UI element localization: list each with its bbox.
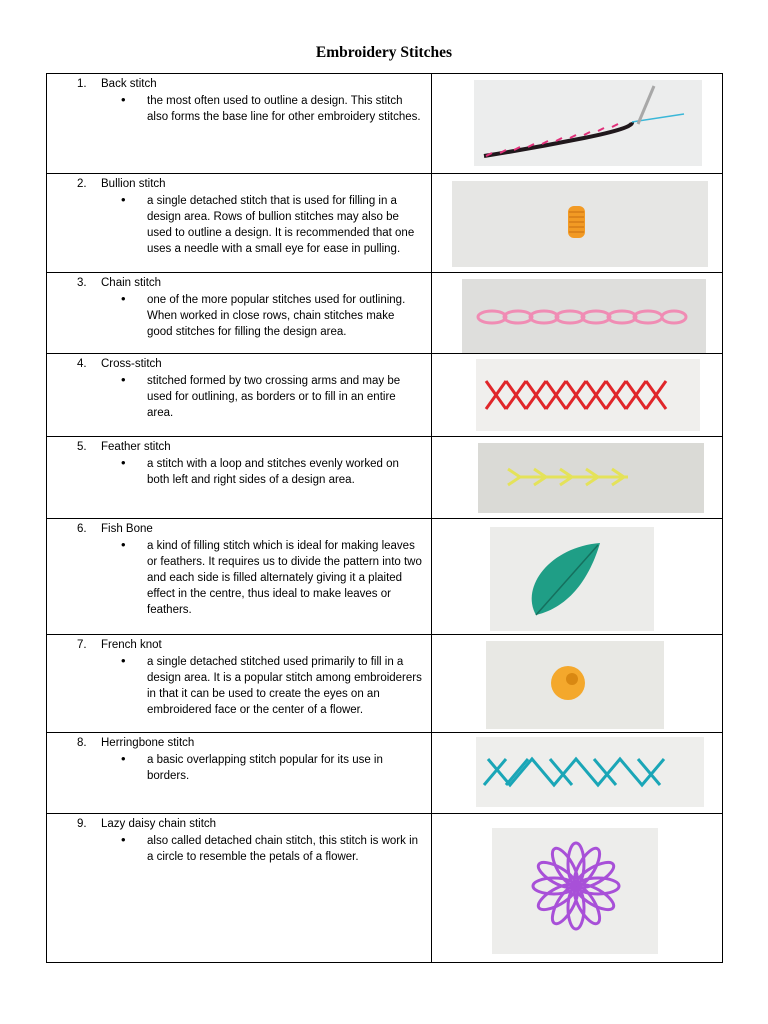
table-row: [47, 635, 723, 733]
stitch-text-cell: [47, 74, 432, 174]
stitch-name: Back stitch: [101, 78, 157, 90]
bullion-stitch-image: [452, 181, 708, 267]
stitch-image-cell: [432, 814, 723, 963]
stitch-name: French knot: [101, 639, 162, 651]
stitch-number: 4.: [77, 358, 87, 370]
table-row: [47, 814, 723, 963]
stitch-text-cell: [47, 814, 432, 963]
stitch-image-cell: [432, 273, 723, 354]
stitch-image-cell: [432, 519, 723, 635]
stitch-image-cell: [432, 354, 723, 437]
herringbone-stitch-image: [476, 737, 704, 807]
stitch-number: 6.: [77, 523, 87, 535]
stitch-text-cell: [47, 519, 432, 635]
stitch-description: • a single detached stitched used primarily to fill in a design area. It is a popular stitch among embroiderers in that it can be used to create the eyes on an embroidered face or the center of a flower.: [47, 653, 431, 718]
stitch-title: [47, 273, 431, 291]
stitch-image-cell: [432, 74, 723, 174]
stitch-description: • the most often used to outline a design. This stitch also forms the base line for other embroidery stitches.: [47, 92, 431, 125]
stitch-description: • a kind of filling stitch which is ideal for making leaves or feathers. It requires us to divide the pattern into two and each side is filled alternately giving it a plaited effect in the centre, thus ideal to make leaves or feathers.: [47, 537, 431, 618]
stitch-image-cell: [432, 437, 723, 519]
stitch-number: 1.: [77, 78, 87, 90]
stitch-name: Bullion stitch: [101, 178, 166, 190]
stitch-text-cell: [47, 437, 432, 519]
stitch-description: • a stitch with a loop and stitches evenly worked on both left and right sides of a design area.: [47, 455, 431, 488]
back-stitch-image: [474, 80, 702, 166]
stitches-table: [46, 73, 723, 963]
table-row: [47, 519, 723, 635]
stitch-description: • a single detached stitch that is used for filling in a design area. Rows of bullion stitches may also be used to outline a design. It is recommended that one uses a needle with a small eye for ease in pulling.: [47, 192, 431, 257]
stitch-title: [47, 519, 431, 537]
stitch-name: Herringbone stitch: [101, 737, 195, 749]
stitch-image-cell: [432, 733, 723, 814]
stitch-description: • stitched formed by two crossing arms and may be used for outlining, as borders or to fill in an entire area.: [47, 372, 431, 421]
stitch-text-cell: [47, 354, 432, 437]
table-row: [47, 273, 723, 354]
stitch-number: 5.: [77, 441, 87, 453]
table-row: [47, 733, 723, 814]
stitch-number: 2.: [77, 178, 87, 190]
stitch-name: Feather stitch: [101, 441, 171, 453]
stitch-description: • also called detached chain stitch, this stitch is work in a circle to resemble the petals of a flower.: [47, 832, 431, 865]
table-row: [47, 354, 723, 437]
stitch-number: 9.: [77, 818, 87, 830]
stitch-description: • one of the more popular stitches used for outlining. When worked in close rows, chain stitches make good stitches for filling the design area.: [47, 291, 431, 340]
chain-stitch-image: [462, 279, 706, 353]
stitch-name: Lazy daisy chain stitch: [101, 818, 217, 830]
table-row: [47, 437, 723, 519]
stitch-description: • a basic overlapping stitch popular for its use in borders.: [47, 751, 431, 784]
stitch-number: 7.: [77, 639, 87, 651]
stitch-text-cell: [47, 635, 432, 733]
stitch-title: [47, 74, 431, 92]
stitch-image-cell: [432, 635, 723, 733]
stitch-title: [47, 814, 431, 832]
stitch-name: Cross-stitch: [101, 358, 162, 370]
table-row: [47, 74, 723, 174]
stitch-text-cell: [47, 174, 432, 273]
stitch-title: [47, 174, 431, 192]
stitch-title: [47, 733, 431, 751]
table-row: [47, 174, 723, 273]
stitch-image-cell: [432, 174, 723, 273]
fish-bone-image: [490, 527, 654, 631]
stitch-title: [47, 354, 431, 372]
page-title: Embroidery Stitches: [315, 44, 453, 61]
stitch-number: 3.: [77, 277, 87, 289]
cross-stitch-image: [476, 359, 700, 431]
stitch-name: Chain stitch: [101, 277, 162, 289]
stitch-title: [47, 437, 431, 455]
lazy-daisy-image: [492, 828, 658, 954]
stitch-text-cell: [47, 273, 432, 354]
stitch-name: Fish Bone: [101, 523, 153, 535]
stitch-title: [47, 635, 431, 653]
french-knot-image: [486, 641, 664, 729]
stitch-text-cell: [47, 733, 432, 814]
feather-stitch-image: [478, 443, 704, 513]
stitch-number: 8.: [77, 737, 87, 749]
